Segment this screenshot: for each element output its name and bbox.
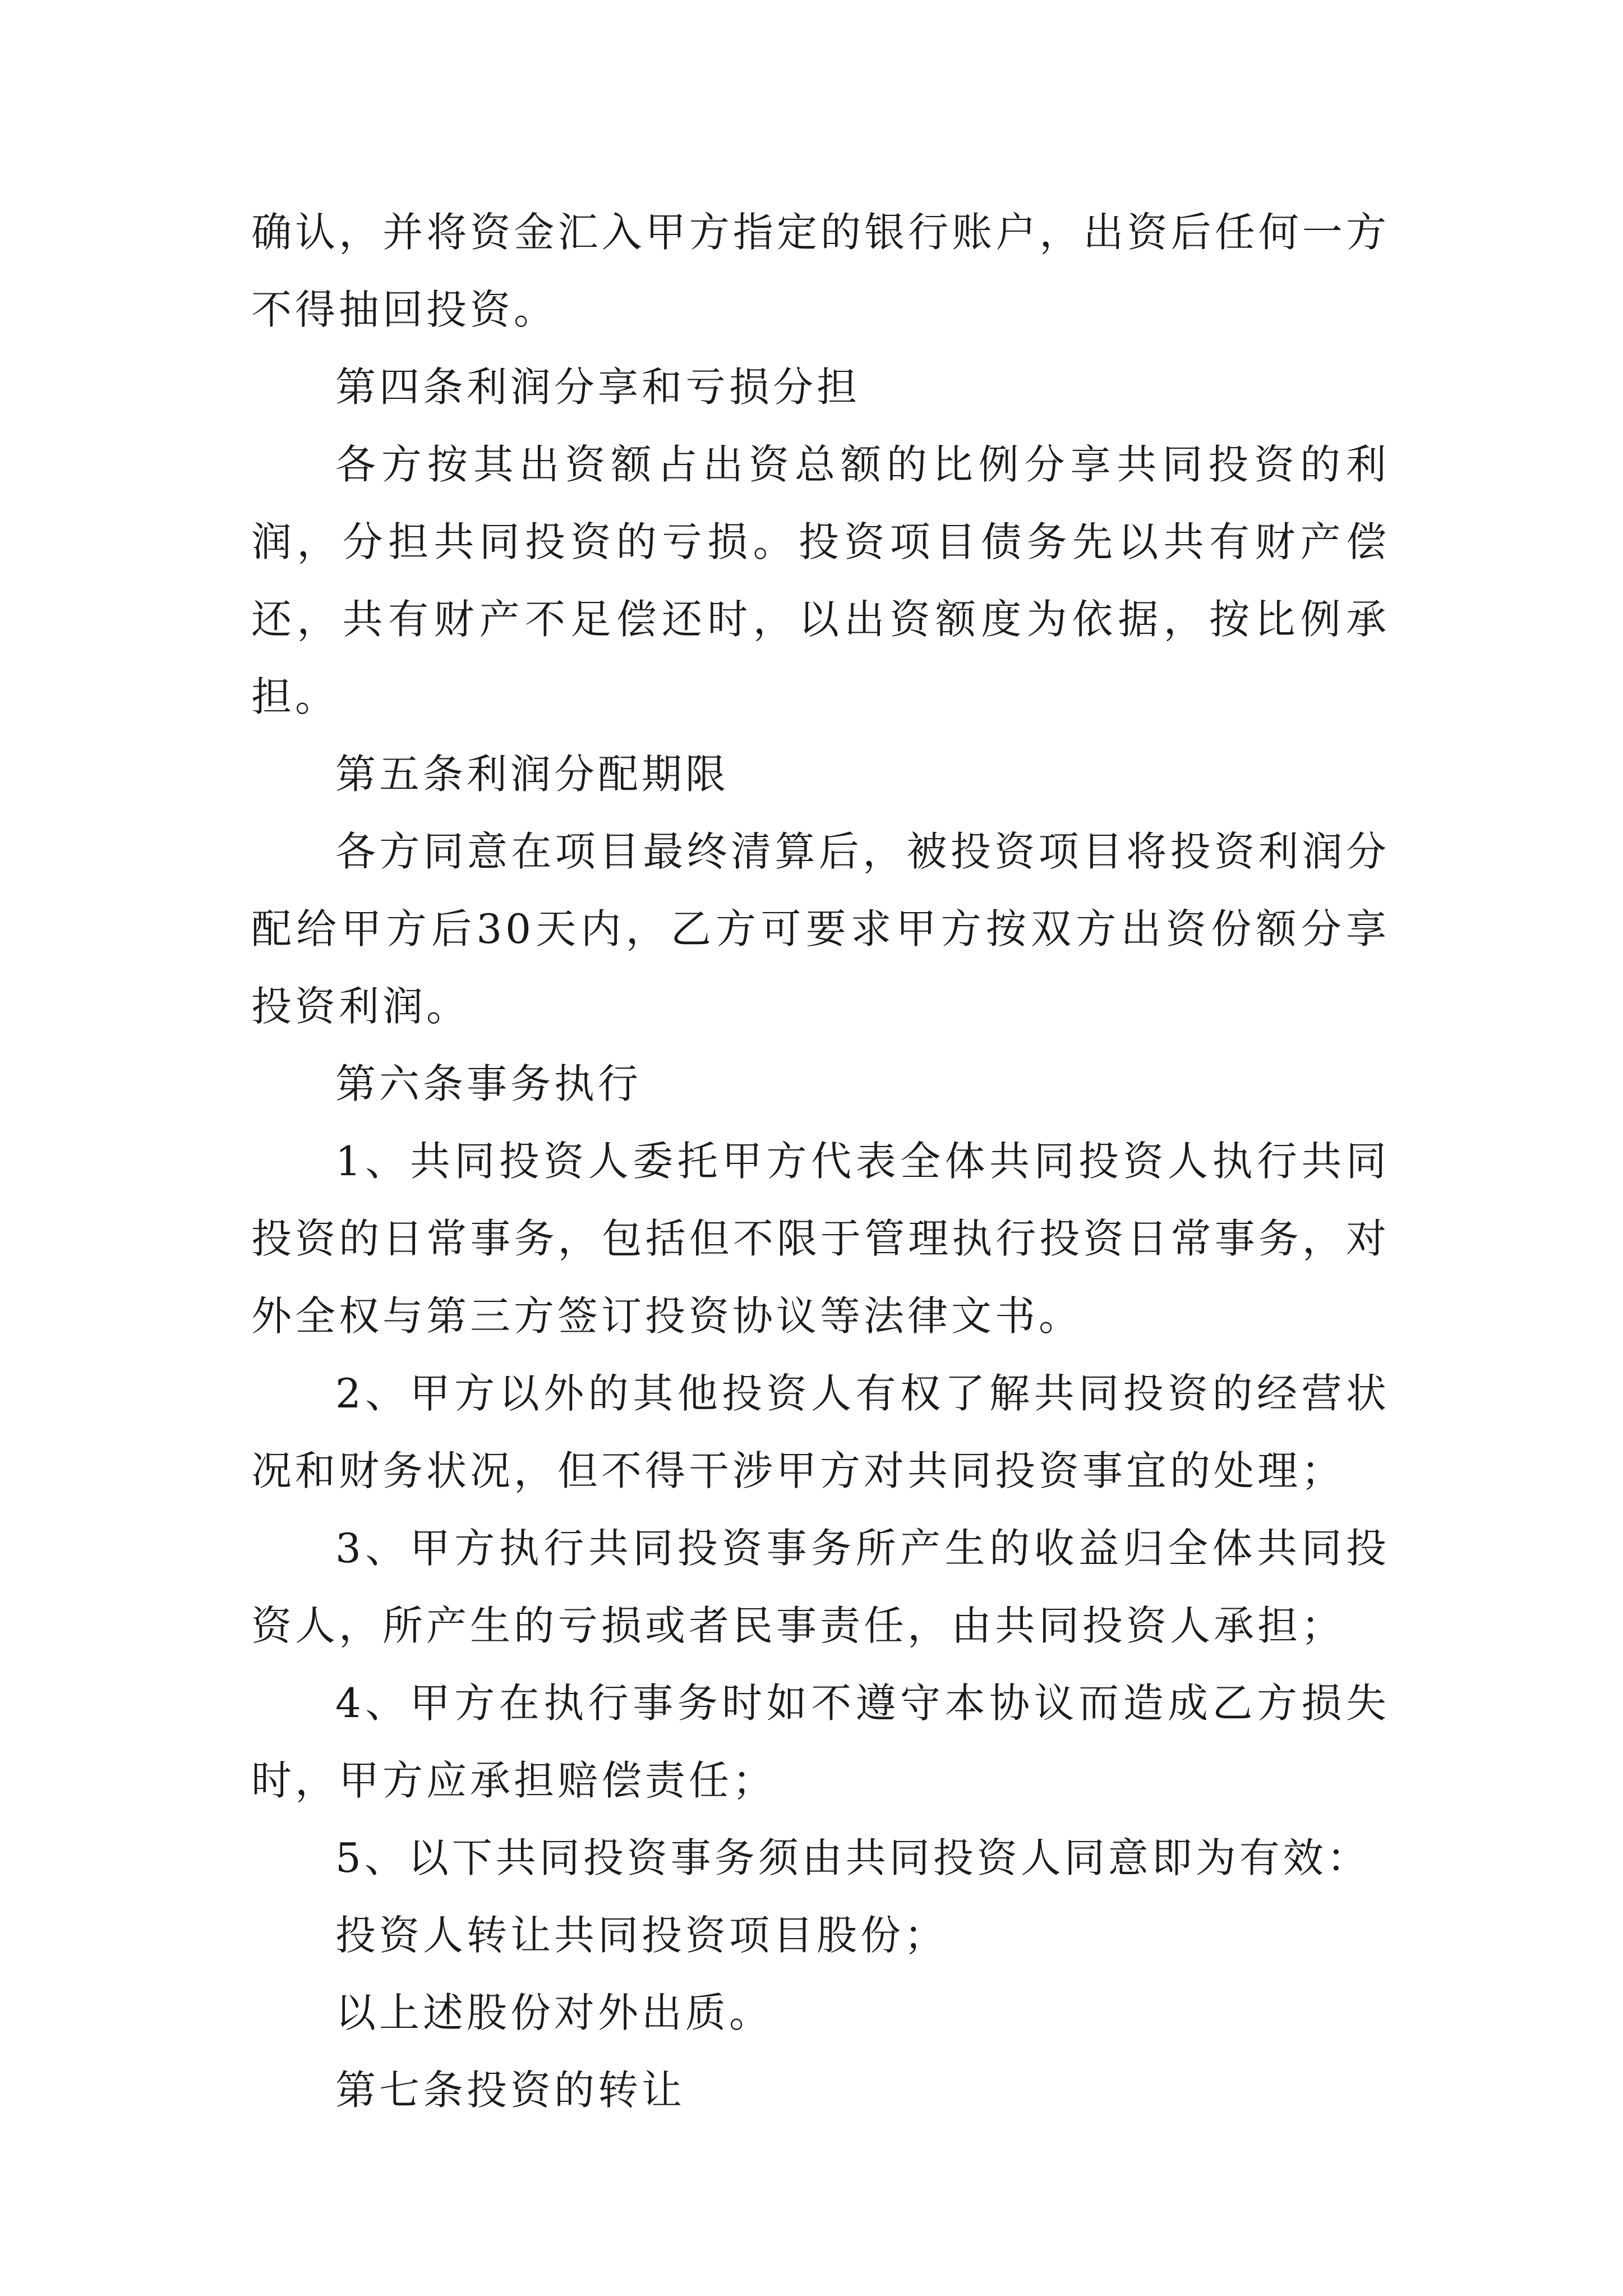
article-6-item-5-sub-2: 以上述股份对外出质。 xyxy=(335,1989,773,2036)
article-4-heading: 第四条利润分享和亏损分担 xyxy=(335,364,861,411)
article-6-item-1: 1、共同投资人委托甲方代表全体共同投资人执行共同投资的日常事务，包括但不限于管理执行投资日常事务，对外全权与第三方签订投资协议等法律文书。 xyxy=(251,1138,1390,1340)
article-6-item-5: 5、以下共同投资事务须由共同投资人同意即为有效： xyxy=(335,1834,1371,1881)
article-6-item-2: 2、甲方以外的其他投资人有权了解共同投资的经营状况和财务状况，但不得干涉甲方对共同投资事宜的处理； xyxy=(251,1370,1390,1494)
paragraph-continuation: 确认，并将资金汇入甲方指定的银行账户，出资后任何一方不得抽回投资。 xyxy=(251,209,1390,333)
article-7-heading: 第七条投资的转让 xyxy=(335,2067,686,2114)
document-body xyxy=(251,194,1390,2129)
article-6-item-4: 4、甲方在执行事务时如不遵守本协议而造成乙方损失时，甲方应承担赔偿责任； xyxy=(251,1680,1390,1804)
article-4-body: 各方按其出资额占出资总额的比例分享共同投资的利润，分担共同投资的亏损。投资项目债务先以共有财产偿还，共有财产不足偿还时，以出资额度为依据，按比例承担。 xyxy=(251,441,1390,720)
article-6-heading: 第六条事务执行 xyxy=(335,1060,642,1107)
article-5-heading: 第五条利润分配期限 xyxy=(335,751,730,798)
article-6-item-3: 3、甲方执行共同投资事务所产生的收益归全体共同投资人，所产生的亏损或者民事责任，由共同投资人承担； xyxy=(251,1525,1390,1649)
article-6-item-5-sub-1: 投资人转让共同投资项目股份； xyxy=(335,1912,948,1959)
article-5-body: 各方同意在项目最终清算后，被投资项目将投资利润分配给甲方后30天内，乙方可要求甲方按双方出资份额分享投资利润。 xyxy=(251,828,1390,1030)
